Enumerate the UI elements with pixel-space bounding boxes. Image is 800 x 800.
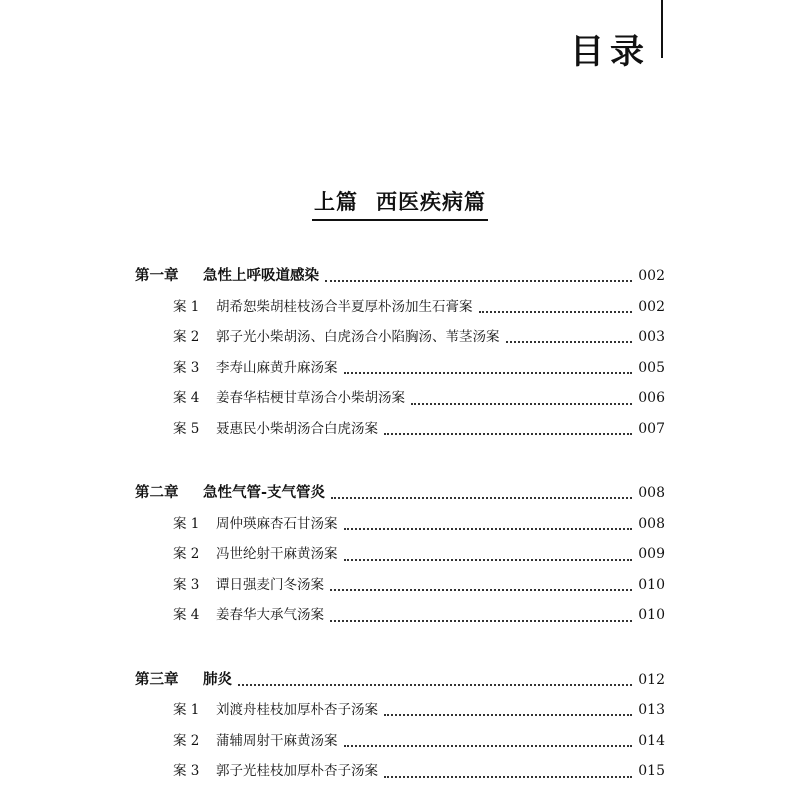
toc-case-entry[interactable] — [135, 512, 665, 543]
page-number: 005 — [638, 359, 665, 376]
case-title: 郭子光桂枝加厚朴杏子汤案 — [216, 763, 378, 780]
dot-leader — [384, 776, 632, 778]
dot-leader — [330, 620, 632, 622]
case-title: 周仲瑛麻杏石甘汤案 — [216, 515, 338, 532]
part-label: 上篇 — [314, 190, 358, 214]
toc-case-entry[interactable] — [135, 356, 665, 387]
part-title: 西医疾病篇 — [376, 190, 486, 214]
case-number: 案 4 — [173, 390, 200, 407]
part-heading — [0, 186, 800, 221]
page-number: 015 — [638, 763, 665, 780]
table-of-contents — [135, 264, 665, 790]
case-title: 蒲辅周射干麻黄汤案 — [216, 732, 338, 749]
dot-leader — [384, 714, 632, 716]
case-title: 谭日强麦门冬汤案 — [216, 576, 324, 593]
toc-chapter-entry[interactable] — [135, 668, 665, 699]
page-number: 008 — [638, 485, 665, 502]
dot-leader — [384, 433, 632, 435]
toc-case-entry[interactable] — [135, 698, 665, 729]
case-title: 郭子光小柴胡汤、白虎汤合小陷胸汤、苇茎汤案 — [216, 329, 500, 346]
chapter-number: 第三章 — [135, 671, 179, 688]
case-number: 案 2 — [173, 329, 200, 346]
toc-case-entry[interactable] — [135, 729, 665, 760]
dot-leader — [411, 403, 632, 405]
dot-leader — [344, 559, 633, 561]
case-title: 刘渡舟桂枝加厚朴杏子汤案 — [216, 702, 378, 719]
page-number: 010 — [638, 607, 665, 624]
case-number: 案 3 — [173, 359, 200, 376]
dot-leader — [344, 528, 633, 530]
page-number: 012 — [638, 671, 665, 688]
toc-case-entry[interactable] — [135, 573, 665, 604]
page-number: 009 — [638, 546, 665, 563]
page-number: 002 — [638, 268, 665, 284]
dot-leader — [344, 745, 633, 747]
page-number: 007 — [638, 420, 665, 437]
page-title: 目录 — [570, 32, 650, 72]
case-number: 案 1 — [173, 298, 200, 315]
page-number: 014 — [638, 732, 665, 749]
case-title: 姜春华大承气汤案 — [216, 607, 324, 624]
chapter-title: 急性上呼吸道感染 — [203, 268, 319, 284]
toc-case-entry[interactable] — [135, 603, 665, 634]
toc-case-entry[interactable] — [135, 759, 665, 790]
dot-leader — [325, 280, 632, 282]
case-number: 案 4 — [173, 607, 200, 624]
case-title: 姜春华桔梗甘草汤合小柴胡汤案 — [216, 390, 405, 407]
case-number: 案 1 — [173, 702, 200, 719]
page-number: 003 — [638, 329, 665, 346]
toc-chapter-entry[interactable] — [135, 264, 665, 295]
toc-case-entry[interactable] — [135, 417, 665, 448]
page-number: 010 — [638, 576, 665, 593]
page-number: 006 — [638, 390, 665, 407]
dot-leader — [331, 497, 632, 499]
chapter-number: 第一章 — [135, 268, 179, 284]
chapter-title: 肺炎 — [203, 671, 232, 688]
toc-chapter-entry[interactable] — [135, 481, 665, 512]
case-number: 案 3 — [173, 576, 200, 593]
dot-leader — [506, 341, 633, 343]
case-number: 案 1 — [173, 515, 200, 532]
dot-leader — [330, 589, 632, 591]
case-number: 案 3 — [173, 763, 200, 780]
case-title: 胡希恕柴胡桂枝汤合半夏厚朴汤加生石膏案 — [216, 298, 473, 315]
dot-leader — [344, 372, 633, 374]
dot-leader — [238, 684, 632, 686]
dot-leader — [479, 311, 633, 313]
chapter-title: 急性气管-支气管炎 — [203, 485, 326, 502]
toc-case-entry[interactable] — [135, 295, 665, 326]
case-title: 李寿山麻黄升麻汤案 — [216, 359, 338, 376]
case-number: 案 2 — [173, 546, 200, 563]
toc-case-entry[interactable] — [135, 542, 665, 573]
case-number: 案 5 — [173, 420, 200, 437]
case-title: 聂惠民小柴胡汤合白虎汤案 — [216, 420, 378, 437]
case-title: 冯世纶射干麻黄汤案 — [216, 546, 338, 563]
page-number: 008 — [638, 515, 665, 532]
toc-case-entry[interactable] — [135, 386, 665, 417]
case-number: 案 2 — [173, 732, 200, 749]
toc-case-entry[interactable] — [135, 325, 665, 356]
chapter-number: 第二章 — [135, 485, 179, 502]
page-number: 013 — [638, 702, 665, 719]
page-number: 002 — [638, 298, 665, 315]
title-rule — [661, 0, 663, 58]
